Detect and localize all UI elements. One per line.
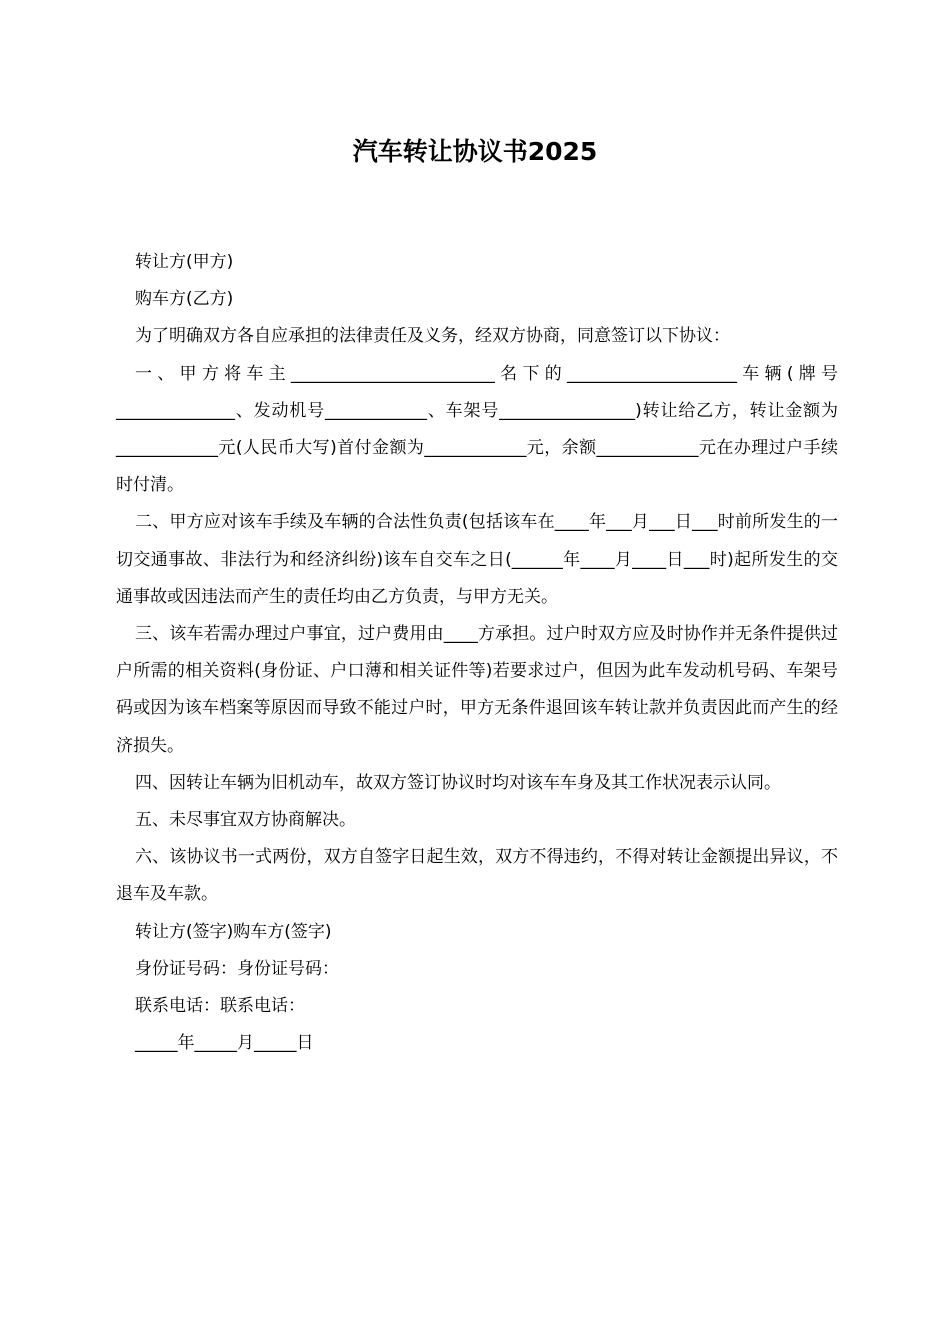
clause-1-paragraph: 一、甲方将车主________________________名下的____________________车辆(牌号______________、发动机号____________、车架号________________)转让给乙方，转让金额为____________元(人民币大写)首付金额为____________元，余额____________元在办理过户手续时付清。 — [116, 363, 838, 496]
clause-4-paragraph: 四、因转让车辆为旧机动车，故双方签订协议时均对该车车身及其工作状况表示认同。 — [135, 772, 781, 793]
id-number-line: 身份证号码：身份证号码： — [135, 958, 339, 979]
preamble-paragraph: 为了明确双方各自应承担的法律责任及义务，经双方协商，同意签订以下协议： — [135, 326, 730, 347]
date-line: _____年_____月_____日 — [135, 1033, 314, 1054]
document-body — [116, 244, 838, 1062]
party-a-line: 转让方(甲方) — [135, 252, 234, 272]
phone-line: 联系电话：联系电话： — [135, 996, 305, 1017]
signature-line: 转让方(签字)购车方(签字) — [135, 921, 332, 942]
clause-2-paragraph: 二、甲方应对该车手续及车辆的合法性负责(包括该车在____年___月___日___时前所发生的一切交通事故、非法行为和经济纠纷)该车自交车之日(______年____月____日___时)起所发生的交通事故或因违法而产生的责任均由乙方负责，与甲方无关。 — [116, 512, 838, 607]
clause-3-paragraph: 三、该车若需办理过户事宜，过户费用由____方承担。过户时双方应及时协作并无条件提供过户所需的相关资料(身份证、户口薄和相关证件等)若要求过户，但因为此车发动机号码、车架号码或因为该车档案等原因而导致不能过户时，甲方无条件退回该车转让款并负责因此而产生的经济损失。 — [116, 624, 838, 756]
document-title: 汽车转让协议书2025 — [352, 137, 598, 166]
party-b-line: 购车方(乙方) — [135, 289, 234, 310]
clause-5-paragraph: 五、未尽事宜双方协商解决。 — [135, 810, 356, 831]
clause-6-paragraph: 六、该协议书一式两份，双方自签字日起生效，双方不得违约，不得对转让金额提出异议，不退车及车款。 — [116, 847, 838, 905]
